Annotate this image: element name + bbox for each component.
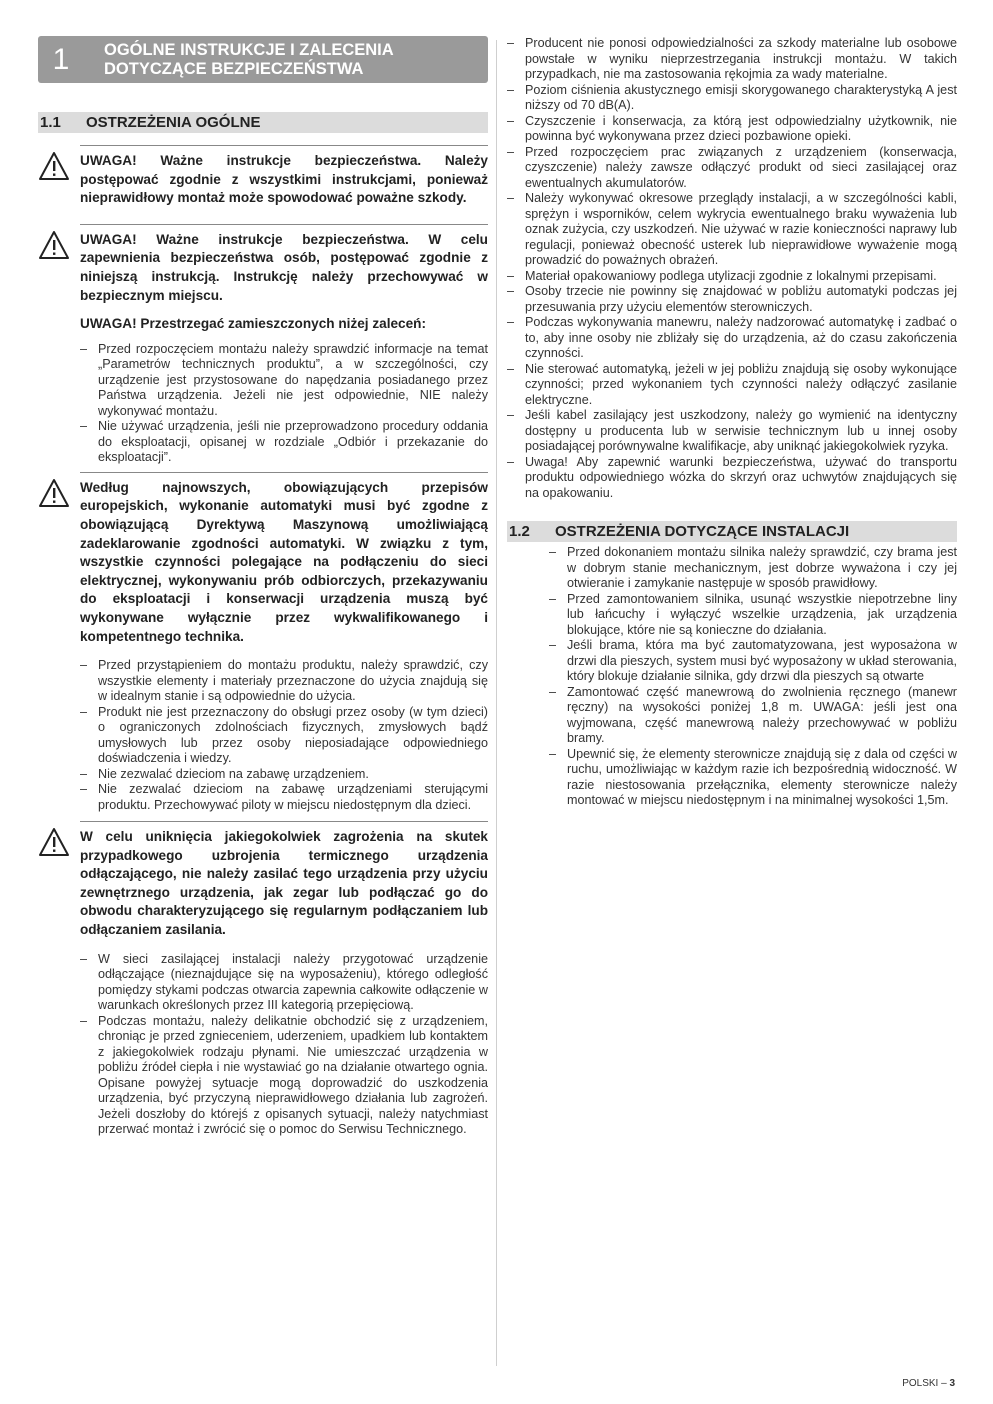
warning-text: UWAGA! Ważne instrukcje bezpieczeństwa. Należy postępować zgodnie z wszystkimi instrukcjami, ponieważ nieprawidłowy montaż może spowodować poważne szkody. xyxy=(80,153,488,206)
list-item: – Przed przystąpieniem do montażu produktu, należy sprawdzić, czy wszystkie elementy i materiały przeznaczone do użycia znajdują się w idealnym stanie i są odpowiednie do użycia. xyxy=(80,658,488,705)
list-item: – Przed dokonaniem montażu silnika należy sprawdzić, czy brama jest w dobrym stanie mechanicznym, jest dobrze wyważona i czy jej otwieranie i zamykanie następuje w sposób prawidłowy. xyxy=(549,545,957,592)
chapter-header xyxy=(38,36,488,83)
warning-list xyxy=(80,658,488,813)
footer-language: POLSKI – xyxy=(902,1378,947,1389)
list-item: – Producent nie ponosi odpowiedzialności za szkody materialne lub osobowe powstałe w wyniku nieprzestrzegania instrukcji montażu. W takich przypadkach, nie ma zastosowania rękojmia za wady materialne. xyxy=(507,36,957,83)
warning-list xyxy=(80,952,488,1138)
list-item: – Osoby trzecie nie powinny się znajdować w pobliżu automatyki podczas jej przesuwania przy użyciu elementów sterowniczych. xyxy=(507,284,957,315)
warning-triangle-icon xyxy=(38,230,70,260)
chapter-title: OGÓLNE INSTRUKCJE I ZALECENIA DOTYCZĄCE BEZPIECZEŃSTWA xyxy=(104,40,394,78)
section-title: OSTRZEŻENIA DOTYCZĄCE INSTALACJI xyxy=(555,523,850,540)
list-item: – Nie sterować automatyką, jeżeli w jej pobliżu znajdują się osoby wykonujące czynności; przed wykonaniem tych czynności należy odłączyć zasilanie elektryczne. xyxy=(507,362,957,409)
warning-list xyxy=(38,342,488,466)
warning-block-3 xyxy=(38,472,488,813)
warning-triangle-icon xyxy=(38,151,70,181)
list-item: – Upewnić się, że elementy sterownicze znajdują się z dala od części w ruchu, umożliwiając w każdym razie ich bezpośrednią widoczność. W razie niestosowania przełącznika, elementy sterownicze należy montować w miejscu niedostępnym i na minimalnej wysokości 1,5m. xyxy=(549,747,957,809)
list-item: – Poziom ciśnienia akustycznego emisji skorygowanego charakterystyką A jest niższy od 70 dB(A). xyxy=(507,83,957,114)
warning-triangle-icon xyxy=(38,478,70,508)
list-item: – Materiał opakowaniowy podlega utylizacji zgodnie z lokalnymi przepisami. xyxy=(507,269,957,285)
section-header-1-2 xyxy=(507,521,957,542)
warning-block-2 xyxy=(38,224,488,466)
warning-rule xyxy=(80,224,488,225)
warning-text: Według najnowszych, obowiązujących przepisów europejskich, wykonanie automatyki musi być zgodne z obowiązującą Dyrektywą Maszynową umożliwiającą zadeklarowanie zgodności automatyki. W związku z tym, wszystkie czynności polegające na podłączeniu do sieci elektrycznej, wykonywaniu prób odbiorczych, przekazywaniu do eksploatacji i konserwacji urządzenia muszą być wykonywane wyłącznie przez wykwalifikowanego i kompetentnego technika. xyxy=(80,479,488,644)
warning-triangle-icon xyxy=(38,827,70,857)
left-column xyxy=(38,36,488,1138)
list-item: – Podczas wykonywania manewru, należy nadzorować automatykę i zadbać o to, aby inne osoby nie zbliżały się do urządzenia, aż do czasu zakończenia czynności. xyxy=(507,315,957,362)
list-item: – Przed zamontowaniem silnika, usunąć wszystkie niepotrzebne liny lub łańcuchy i wyłączyć wszelkie urządzenia, jak urządzenia blokujące, które nie są konieczne do działania. xyxy=(549,592,957,639)
column-divider xyxy=(496,40,497,1366)
section-header-1-1 xyxy=(38,112,488,133)
warning-subheading: UWAGA! Przestrzegać zamieszczonych niżej zaleceń: xyxy=(80,316,426,332)
list-item: – Przed rozpoczęciem prac związanych z urządzeniem (konserwacja, czyszczenie) należy zawsze odłączyć produkt od sieci zasilającej oraz ewentualnych akumulatorów. xyxy=(507,145,957,192)
warning-rule xyxy=(80,145,488,146)
section-number: 1.2 xyxy=(509,523,530,540)
right-column xyxy=(507,36,957,809)
section-title: OSTRZEŻENIA OGÓLNE xyxy=(86,114,261,131)
section-number: 1.1 xyxy=(40,114,61,131)
list-item: – Podczas montażu, należy delikatnie obchodzić się z urządzeniem, chroniąc je przed zgnieceniem, uderzeniem, upadkiem lub kontaktem z jakiegokolwiek rodzaju płynami. Nie umieszczać urządzenia w pobliżu źródeł ciepła i nie wystawiać go na działanie otwartego ognia. Opisane powyżej sytuacje mogą doprowadzić do uszkodzenia urządzenia, być przyczyną nieprawidłowego działania lub zagrożeń. Jeżeli doszłoby do którejś z opisanych sytuacji, należy natychmiast przerwać montaż i zwrócić się o pomoc do Serwisu Technicznego. xyxy=(80,1014,488,1138)
list-item: – Należy wykonywać okresowe przeglądy instalacji, a w szczególności kabli, sprężyn i wsporników, celem wykrycia ewentualnego braku wyważenia lub oznak zużycia, czy uszkodzeń. Nie używać w razie konieczności naprawy lub regulacji, ponieważ obecność usterek lub nieprawidłowe wyważenie mogą prowadzić do poważnych obrażeń. xyxy=(507,191,957,269)
list-item: – Przed rozpoczęciem montażu należy sprawdzić informacje na temat „Parametrów technicznych produktu”, a w szczególności, czy urządzenie jest przystosowane do napędzania posiadanego przez Państwa urządzenia. Jeżeli nie jest odpowiednie, NIE należy wykonywać montażu. xyxy=(80,342,488,420)
list-item: – Jeśli brama, która ma być zautomatyzowana, jest wyposażona w drzwi dla pieszych, system musi być wyposażony w układ sterowania, który blokuje działanie silnika, gdy drzwi dla pieszych są otwarte xyxy=(549,638,957,685)
list-item: – Zamontować część manewrową do zwolnienia ręcznego (manewr ręczny) na wysokości poniżej 1,8 m. UWAGA: jeśli jest ona wyjmowana, część manewrową należy przechowywać w pobliżu bramy. xyxy=(549,685,957,747)
list-item: – W sieci zasilającej instalacji należy przygotować urządzenie odłączające (nieznajdujące się na wyposażeniu), którego odległość pomiędzy stykami podczas otwarcia zapewnia całkowite odłączenie w warunkach określonych przez III kategorią przepięciową. xyxy=(80,952,488,1014)
installation-warnings-list xyxy=(507,545,957,809)
page-number: 3 xyxy=(949,1378,955,1389)
warning-block-4 xyxy=(38,821,488,1138)
list-item: – Nie zezwalać dzieciom na zabawę urządzeniami sterującymi produktu. Przechowywać piloty w miejscu niedostępnym dla dzieci. xyxy=(80,782,488,813)
list-item: – Nie używać urządzenia, jeśli nie przeprowadzono procedury oddania do eksploatacji, opisanej w rozdziale „Odbiór i przekazanie do eksploatacji”. xyxy=(80,419,488,466)
warning-block-1 xyxy=(38,145,488,208)
warning-text: UWAGA! Ważne instrukcje bezpieczeństwa. W celu zapewnienia bezpieczeństwa osób, postępować zgodnie z niniejszą instrukcją. Instrukcję należy przechowywać w bezpiecznym miejscu. xyxy=(80,231,488,303)
list-item: – Nie zezwalać dzieciom na zabawę urządzeniem. xyxy=(80,767,488,783)
list-item: – Jeśli kabel zasilający jest uszkodzony, należy go wymienić na identyczny dostępny u producenta lub w serwisie technicznym lub u innej osoby posiadającej porównywalne kwalifikacje, aby uniknąć jakiegokolwiek ryzyka. xyxy=(507,408,957,455)
warning-text: W celu uniknięcia jakiegokolwiek zagrożenia na skutek przypadkowego uzbrojenia termicznego urządzenia odłączającego, nie należy zasilać tego urządzenia przy użyciu zewnętrznego urządzenia, jak zegar lub podłączać go do obwodu charakteryzującego się regularnym podłączaniem lub odłączaniem zasilania. xyxy=(80,829,488,938)
warning-rule xyxy=(80,472,488,473)
list-item: – Uwaga! Aby zapewnić warunki bezpieczeństwa, używać do transportu produktu odpowiedniego wózka do skrzyń oraz uchwytów znajdujących się na opakowaniu. xyxy=(507,455,957,502)
list-item: – Produkt nie jest przeznaczony do obsługi przez osoby (w tym dzieci) o ograniczonych zdolnościach fizycznych, zmysłowych bądź umysłowych lub przez osoby nieposiadające odpowiedniego doświadczenia i wiedzy. xyxy=(80,705,488,767)
general-warnings-list xyxy=(507,36,957,501)
page-footer xyxy=(902,1378,955,1389)
chapter-number: 1 xyxy=(52,42,70,76)
warning-rule xyxy=(80,821,488,822)
list-item: – Czyszczenie i konserwacja, za którą jest odpowiedzialny użytkownik, nie powinna być wykonywana przez dzieci pozbawione opieki. xyxy=(507,114,957,145)
